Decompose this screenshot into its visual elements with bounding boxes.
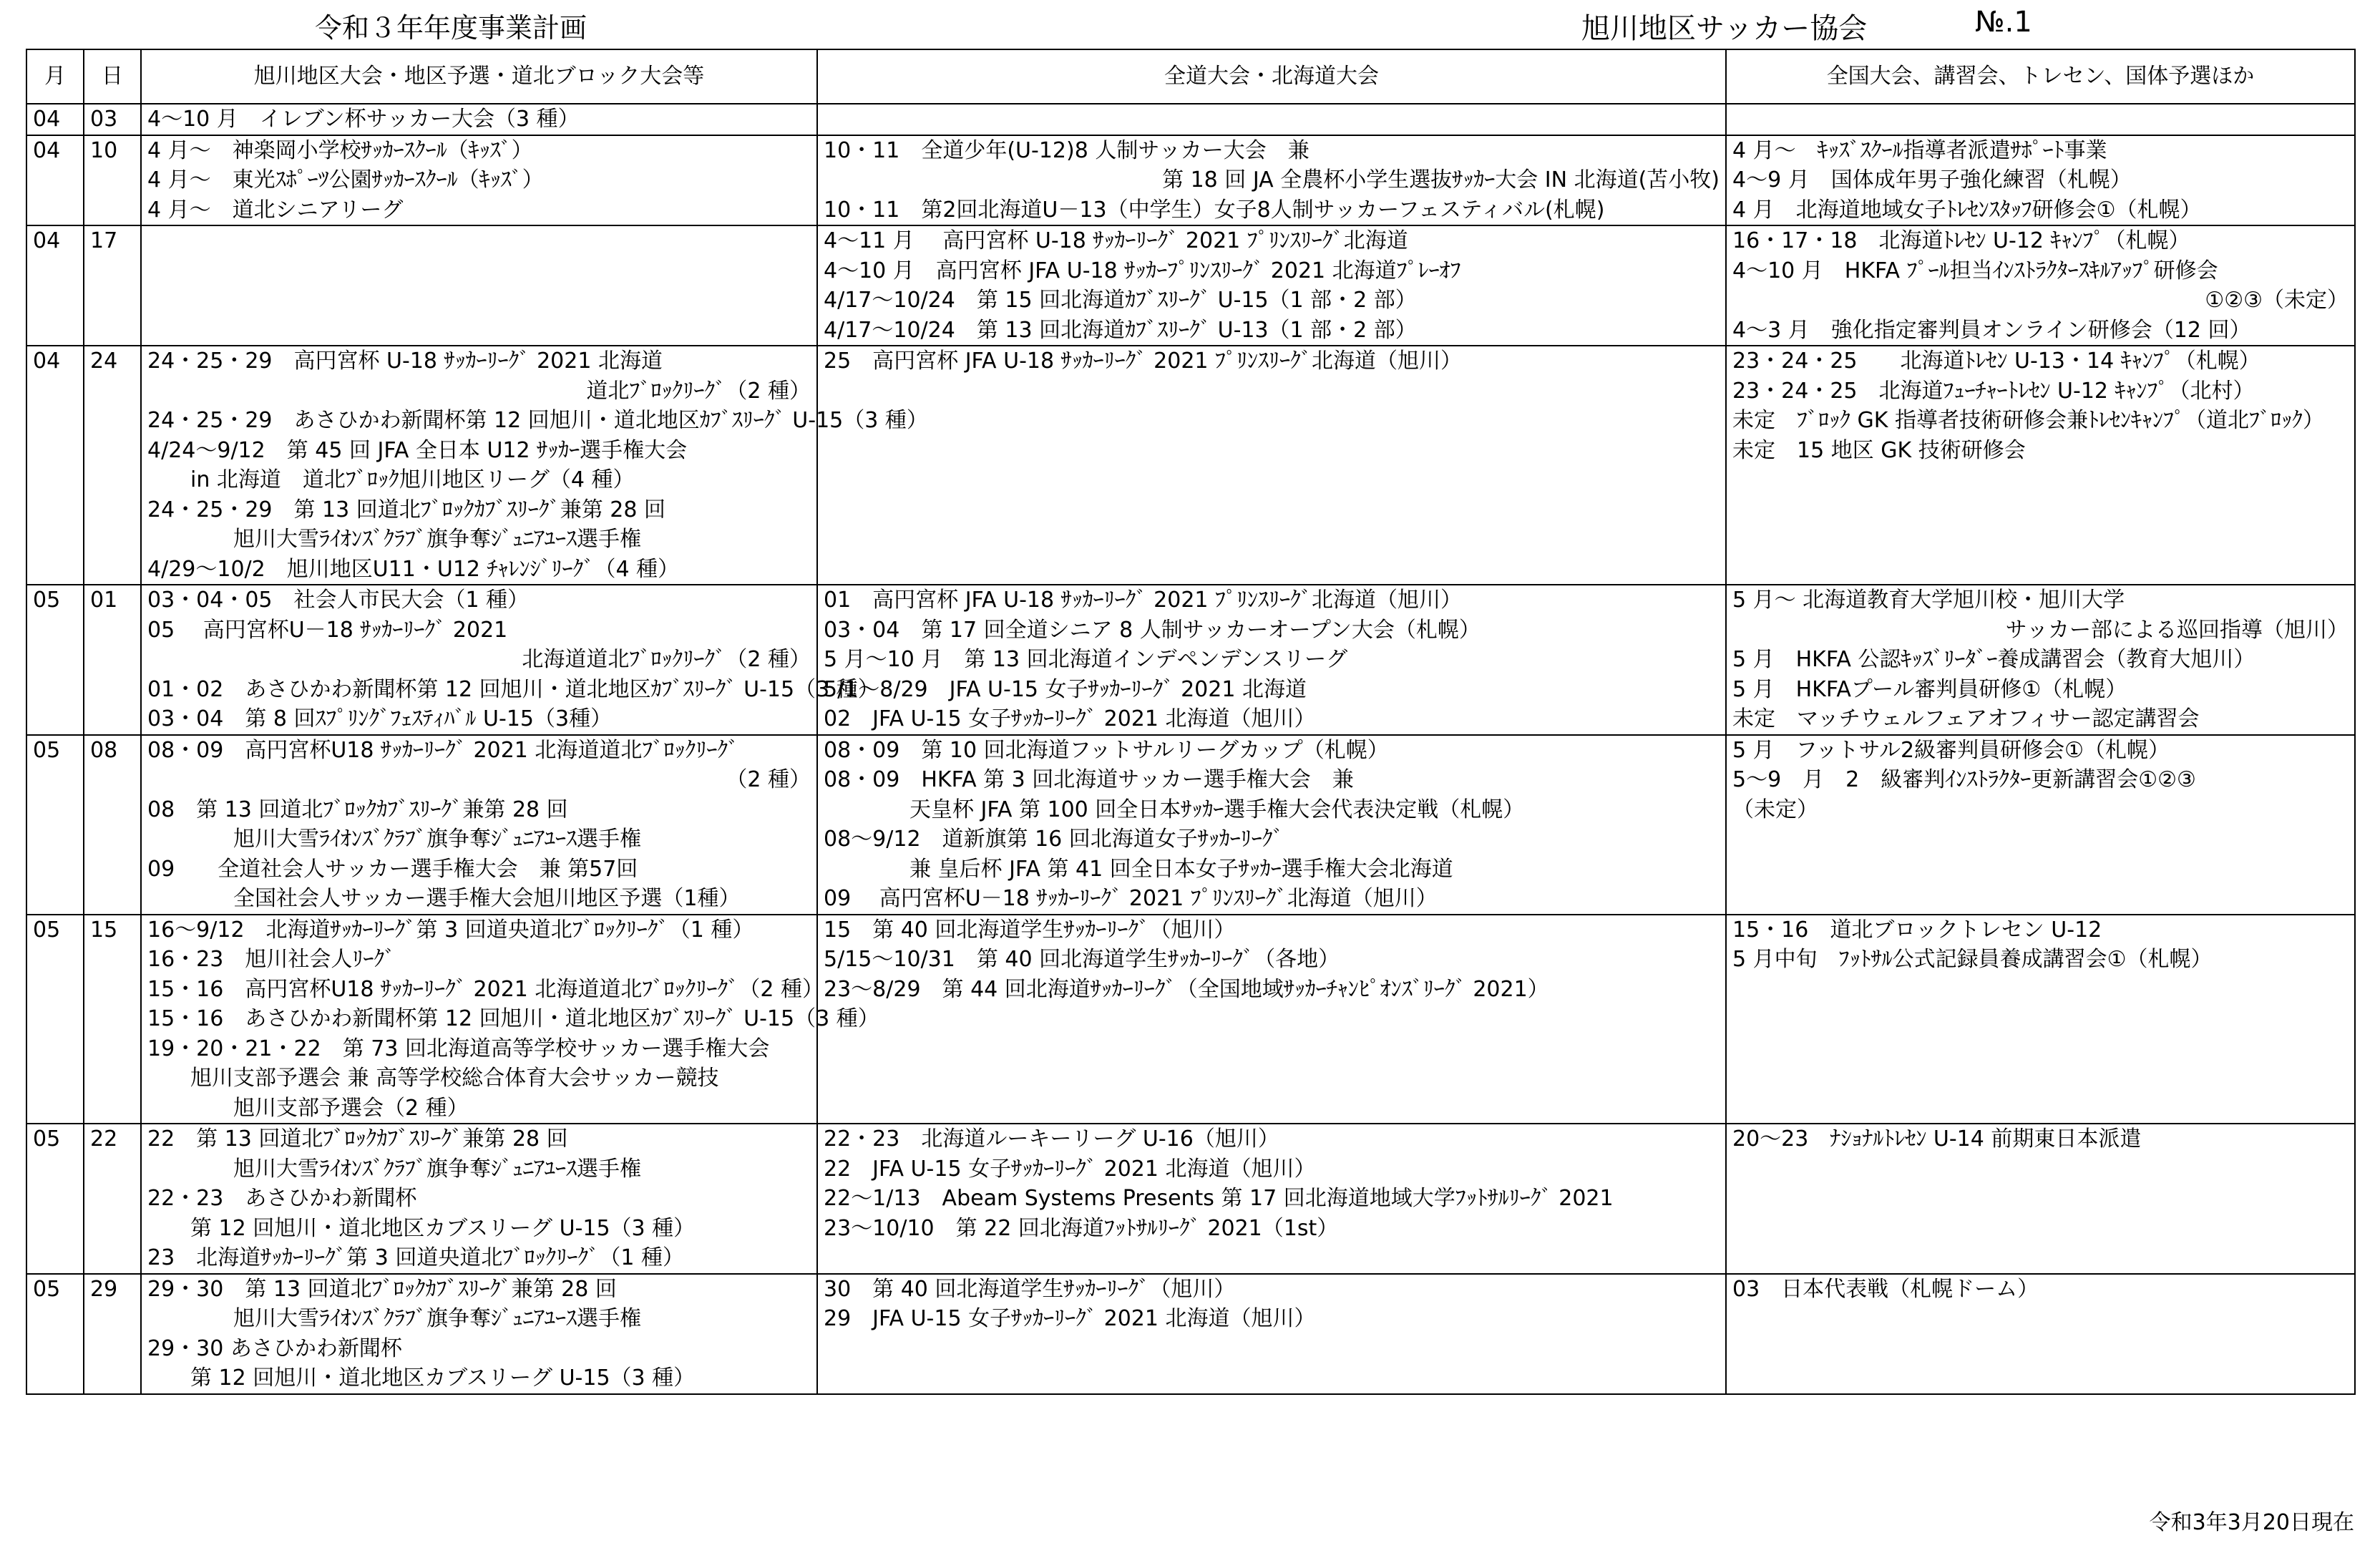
local-events-cell [141, 225, 817, 346]
day-cell: 03 [84, 104, 141, 135]
event-line: 旭川支部予選会（2 種） [233, 1095, 469, 1121]
event-line: 旭川大雪ﾗｲｵﾝｽﾞｸﾗﾌﾞ旗争奪ｼﾞｭﾆｱﾕｰｽ選手権 [233, 1156, 641, 1182]
national-events-cell [1726, 915, 2355, 1124]
event-line: 4～10 月 高円宮杯 JFA U-18 ｻｯｶｰﾌﾟﾘﾝｽﾘｰｸﾞ 2021 北海道ﾌﾟﾚｰｵﾌ [824, 258, 1461, 283]
table-row [26, 735, 2355, 915]
month-cell: 05 [26, 735, 84, 915]
table-row [26, 225, 2355, 346]
hokkaido-events-cell [817, 915, 1726, 1124]
event-line: 4 月～ 神楽岡小学校ｻｯｶｰｽｸｰﾙ（ｷｯｽﾞ） [147, 137, 533, 163]
month-cell: 05 [26, 1124, 84, 1274]
event-line: 01 高円宮杯 JFA U-18 ｻｯｶｰﾘｰｸﾞ 2021 ﾌﾟﾘﾝｽﾘｰｸﾞ北海道（旭川） [824, 588, 1463, 613]
table-row [26, 135, 2355, 226]
table-row [26, 104, 2355, 135]
event-line: 4/24～9/12 第 45 回 JFA 全日本 U12 ｻｯｶｰ選手権大会 [147, 437, 688, 463]
month-cell: 05 [26, 1274, 84, 1394]
event-line: 08・09 第 10 回北海道フットサルリーグカップ（札幌） [824, 737, 1389, 763]
local-events-cell [141, 1124, 817, 1274]
event-line: 03・04 第 8 回ｽﾌﾟﾘﾝｸﾞﾌｪｽﾃｨﾊﾞﾙ U-15（3種） [147, 706, 613, 731]
column-header-hokkaido: 全道大会・北海道大会 [817, 49, 1726, 104]
event-line: 4～3 月 強化指定審判員オンライン研修会（12 回） [1732, 317, 2251, 343]
event-line: 01・02 あさひかわ新聞杯第 12 回旭川・道北地区ｶﾌﾞｽﾘｰｸﾞ U-15（3 種） [147, 676, 879, 702]
event-line: サッカー部による巡回指導（旭川） [2005, 617, 2349, 643]
hokkaido-events-cell [817, 135, 1726, 226]
national-events-cell [1726, 225, 2355, 346]
event-line: 4～9 月 国体成年男子強化練習（札幌） [1732, 167, 2132, 193]
event-line: 08・09 HKFA 第 3 回北海道サッカー選手権大会 兼 [824, 767, 1354, 792]
month-cell: 04 [26, 346, 84, 585]
hokkaido-events-cell [817, 1124, 1726, 1274]
event-line: 08 第 13 回道北ﾌﾞﾛｯｸｶﾌﾞｽﾘｰｸﾞ兼第 28 回 [147, 797, 568, 822]
event-line: 16・17・18 北海道ﾄﾚｾﾝ U-12 ｷｬﾝﾌﾟ（札幌） [1732, 228, 2190, 253]
table-row [26, 1124, 2355, 1274]
event-line: 03・04・05 社会人市民大会（1 種） [147, 588, 530, 613]
event-line: 16・23 旭川社会人ﾘｰｸﾞ [147, 947, 396, 972]
event-line: 4～10 月 HKFA ﾌﾟｰﾙ担当ｲﾝｽﾄﾗｸﾀｰｽｷﾙｱｯﾌﾟ研修会 [1732, 258, 2218, 283]
event-line: 10・11 第2回北海道U－13（中学生）女子8人制サッカーフェスティバル(札幌) [824, 197, 1605, 223]
event-line: 08・09 高円宮杯U18 ｻｯｶｰﾘｰｸﾞ 2021 北海道道北ﾌﾞﾛｯｸﾘｰｸﾞ [147, 737, 739, 763]
schedule-table [26, 49, 2356, 1395]
event-line: （2 種） [726, 767, 811, 792]
event-line: 23～8/29 第 44 回北海道ｻｯｶｰﾘｰｸﾞ（全国地域ｻｯｶｰﾁｬﾝﾋﾟｵﾝｽﾞﾘｰｸﾞ 2021） [824, 976, 1549, 1002]
as-of-date: 令和3年3月20日現在 [2149, 1510, 2354, 1535]
table-row [26, 346, 2355, 585]
event-line: 15・16 高円宮杯U18 ｻｯｶｰﾘｰｸﾞ 2021 北海道道北ﾌﾞﾛｯｸﾘｰｸﾞ（2 種） [147, 976, 824, 1002]
event-line: 5 月 フットサル2級審判員研修会①（札幌） [1732, 737, 2170, 763]
table-row [26, 585, 2355, 735]
local-events-cell [141, 735, 817, 915]
event-line: 北海道道北ﾌﾞﾛｯｸﾘｰｸﾞ（2 種） [522, 647, 811, 672]
event-line: 29・30 第 13 回道北ﾌﾞﾛｯｸｶﾌﾞｽﾘｰｸﾞ兼第 28 回 [147, 1276, 617, 1302]
local-events-cell [141, 585, 879, 735]
event-line: 29・30 あさひかわ新聞杯 [147, 1335, 402, 1361]
document-title: 令和３年年度事業計画 [315, 12, 587, 44]
event-line: 5～9 月 2 級審判ｲﾝｽﾄﾗｸﾀｰ更新講習会①②③ [1732, 767, 2196, 792]
column-header-day: 日 [84, 49, 141, 104]
local-events-cell [141, 346, 928, 585]
event-line: 29 JFA U-15 女子ｻｯｶｰﾘｰｸﾞ 2021 北海道（旭川） [824, 1306, 1316, 1331]
event-line: 20～23 ﾅｼｮﾅﾙﾄﾚｾﾝ U-14 前期東日本派遣 [1732, 1126, 2142, 1152]
event-line: 4～10 月 イレブン杯サッカー大会（3 種） [147, 107, 580, 132]
event-line: 道北ﾌﾞﾛｯｸﾘｰｸﾞ（2 種） [586, 378, 811, 404]
event-line: 22～1/13 Abeam Systems Presents 第 17 回北海道地域大学ﾌｯﾄｻﾙﾘｰｸﾞ 2021 [824, 1186, 1614, 1211]
month-cell: 04 [26, 135, 84, 226]
event-line: 5 月～ 北海道教育大学旭川校・旭川大学 [1732, 588, 2125, 613]
event-line: 兼 皇后杯 JFA 第 41 回全日本女子ｻｯｶｰ選手権大会北海道 [909, 856, 1453, 882]
event-line: 15 第 40 回北海道学生ｻｯｶｰﾘｰｸﾞ（旭川） [824, 917, 1236, 943]
column-header-national: 全国大会、講習会、トレセン、国体予選ほか [1726, 49, 2355, 104]
event-line: 10・11 全道少年(U-12)8 人制サッカー大会 兼 [824, 137, 1310, 163]
column-header-month: 月 [26, 49, 84, 104]
event-line: 02 JFA U-15 女子ｻｯｶｰﾘｰｸﾞ 2021 北海道（旭川） [824, 706, 1316, 731]
national-events-cell [1726, 1124, 2355, 1274]
event-line: 未定 15 地区 GK 技術研修会 [1732, 437, 2026, 463]
event-line: 旭川大雪ﾗｲｵﾝｽﾞｸﾗﾌﾞ旗争奪ｼﾞｭﾆｱﾕｰｽ選手権 [233, 827, 641, 852]
event-line: ①②③（未定） [2205, 288, 2349, 313]
event-line: 25 高円宮杯 JFA U-18 ｻｯｶｰﾘｰｸﾞ 2021 ﾌﾟﾘﾝｽﾘｰｸﾞ北海道（旭川） [824, 349, 1463, 374]
event-line: 23・24・25 北海道ﾄﾚｾﾝ U-13・14 ｷｬﾝﾌﾟ（札幌） [1732, 349, 2260, 374]
event-line: 22・23 あさひかわ新聞杯 [147, 1186, 417, 1211]
event-line: 未定 マッチウェルフェアオフィサー認定講習会 [1732, 706, 2200, 731]
event-line: 5 月中旬 ﾌｯﾄｻﾙ公式記録員養成講習会①（札幌） [1732, 947, 2213, 972]
event-line: in 北海道 道北ﾌﾞﾛｯｸ旭川地区リーグ（4 種） [190, 467, 635, 492]
event-line: 第 12 回旭川・道北地区カブスリーグ U-15（3 種） [190, 1366, 696, 1391]
event-line: 4 月 北海道地域女子ﾄﾚｾﾝｽﾀｯﾌ研修会①（札幌） [1732, 197, 2202, 223]
event-line: 旭川大雪ﾗｲｵﾝｽﾞｸﾗﾌﾞ旗争奪ｼﾞｭﾆｱﾕｰｽ選手権 [233, 527, 641, 552]
national-events-cell [1726, 346, 2355, 585]
event-line: 03 日本代表戦（札幌ドーム） [1732, 1276, 2039, 1302]
event-line: 4/29～10/2 旭川地区U11・U12 ﾁｬﾚﾝｼﾞﾘｰｸﾞ（4 種） [147, 556, 680, 582]
table-row [26, 915, 2355, 1124]
organization-name: 旭川地区サッカー協会 [1581, 12, 1868, 45]
event-line: 24・25・29 第 13 回道北ﾌﾞﾛｯｸｶﾌﾞｽﾘｰｸﾞ兼第 28 回 [147, 497, 666, 522]
national-events-cell [1726, 735, 2355, 915]
national-events-cell [1726, 585, 2355, 735]
hokkaido-events-cell [817, 1274, 1726, 1394]
month-cell: 05 [26, 585, 84, 735]
event-line: 5/15～10/31 第 40 回北海道学生ｻｯｶｰﾘｰｸﾞ（各地） [824, 947, 1340, 972]
day-cell: 08 [84, 735, 141, 915]
event-line: 4～11 月 高円宮杯 U-18 ｻｯｶｰﾘｰｸﾞ 2021 ﾌﾟﾘﾝｽﾘｰｸﾞ北海道 [824, 228, 1408, 253]
day-cell: 17 [84, 225, 141, 346]
national-events-cell [1726, 104, 2355, 135]
day-cell: 24 [84, 346, 141, 585]
day-cell: 01 [84, 585, 141, 735]
local-events-cell [141, 915, 879, 1124]
month-cell: 05 [26, 915, 84, 1124]
local-events-cell [141, 104, 817, 135]
event-line: 30 第 40 回北海道学生ｻｯｶｰﾘｰｸﾞ（旭川） [824, 1276, 1236, 1302]
event-line: 4 月～ 道北シニアリーグ [147, 197, 404, 223]
event-line: （未定） [1732, 797, 1818, 822]
event-line: 4 月～ 東光ｽﾎﾟｰﾂ公園ｻｯｶｰｽｸｰﾙ（ｷｯｽﾞ） [147, 167, 544, 193]
event-line: 08～9/12 道新旗第 16 回北海道女子ｻｯｶｰﾘｰｸﾞ [824, 827, 1284, 852]
event-line: 23～10/10 第 22 回北海道ﾌｯﾄｻﾙﾘｰｸﾞ 2021（1st） [824, 1215, 1339, 1241]
event-line: 5 月 HKFAプール審判員研修①（札幌） [1732, 676, 2127, 702]
event-line: 5 月 HKFA 公認ｷｯｽﾞﾘｰﾀﾞｰ養成講習会（教育大旭川） [1732, 647, 2255, 672]
event-line: 未定 ﾌﾞﾛｯｸ GK 指導者技術研修会兼ﾄﾚｾﾝｷｬﾝﾌﾟ（道北ﾌﾞﾛｯｸ） [1732, 408, 2324, 433]
event-line: 天皇杯 JFA 第 100 回全日本ｻｯｶｰ選手権大会代表決定戦（札幌） [909, 797, 1525, 822]
local-events-cell [141, 135, 817, 226]
table-row [26, 1274, 2355, 1394]
hokkaido-events-cell [817, 585, 1726, 735]
event-line: 24・25・29 あさひかわ新聞杯第 12 回旭川・道北地区ｶﾌﾞｽﾘｰｸﾞ U-15（3 種） [147, 408, 928, 433]
month-cell: 04 [26, 104, 84, 135]
event-line: 全国社会人サッカー選手権大会旭川地区予選（1種） [233, 886, 741, 911]
hokkaido-events-cell [817, 735, 1726, 915]
event-line: 旭川支部予選会 兼 高等学校総合体育大会サッカー競技 [190, 1066, 719, 1091]
table-header-row [26, 49, 2355, 104]
event-line: 16～9/12 北海道ｻｯｶｰﾘｰｸﾞ第 3 回道央道北ﾌﾞﾛｯｸﾘｰｸﾞ（1 種） [147, 917, 754, 943]
day-cell: 15 [84, 915, 141, 1124]
event-line: 23 北海道ｻｯｶｰﾘｰｸﾞ第 3 回道央道北ﾌﾞﾛｯｸﾘｰｸﾞ（1 種） [147, 1245, 684, 1270]
day-cell: 29 [84, 1274, 141, 1394]
month-cell: 04 [26, 225, 84, 346]
day-cell: 22 [84, 1124, 141, 1274]
event-line: 4/17～10/24 第 13 回北海道ｶﾌﾞｽﾘｰｸﾞ U-13（1 部・2 部） [824, 317, 1417, 343]
event-line: 24・25・29 高円宮杯 U-18 ｻｯｶｰﾘｰｸﾞ 2021 北海道 [147, 349, 663, 374]
hokkaido-events-cell [817, 225, 1726, 346]
event-line: 22 第 13 回道北ﾌﾞﾛｯｸｶﾌﾞｽﾘｰｸﾞ兼第 28 回 [147, 1126, 568, 1152]
event-line: 22・23 北海道ルーキーリーグ U-16（旭川） [824, 1126, 1279, 1152]
column-header-local: 旭川地区大会・地区予選・道北ブロック大会等 [141, 49, 817, 104]
event-line: 4/17～10/24 第 15 回北海道ｶﾌﾞｽﾘｰｸﾞ U-15（1 部・2 部） [824, 288, 1417, 313]
event-line: 05 高円宮杯U－18 ｻｯｶｰﾘｰｸﾞ 2021 [147, 617, 508, 643]
page-number: №.1 [1975, 6, 2032, 39]
event-line: 5/1～8/29 JFA U-15 女子ｻｯｶｰﾘｰｸﾞ 2021 北海道 [824, 676, 1307, 702]
hokkaido-events-cell [817, 104, 1726, 135]
day-cell: 10 [84, 135, 141, 226]
event-line: 第 18 回 JA 全農杯小学生選抜ｻｯｶｰ大会 IN 北海道(苫小牧) [1162, 167, 1720, 193]
event-line: 旭川大雪ﾗｲｵﾝｽﾞｸﾗﾌﾞ旗争奪ｼﾞｭﾆｱﾕｰｽ選手権 [233, 1306, 641, 1331]
national-events-cell [1726, 1274, 2355, 1394]
national-events-cell [1726, 135, 2355, 226]
table-body [26, 104, 2355, 1394]
event-line: 4 月～ ｷｯｽﾞｽｸｰﾙ指導者派遣ｻﾎﾟｰﾄ事業 [1732, 137, 2107, 163]
event-line: 第 12 回旭川・道北地区カブスリーグ U-15（3 種） [190, 1215, 696, 1241]
event-line: 15・16 あさひかわ新聞杯第 12 回旭川・道北地区ｶﾌﾞｽﾘｰｸﾞ U-15（3 種） [147, 1006, 879, 1031]
event-line: 5 月～10 月 第 13 回北海道インデペンデンスリーグ [824, 647, 1348, 672]
local-events-cell [141, 1274, 817, 1394]
event-line: 19・20・21・22 第 73 回北海道高等学校サッカー選手権大会 [147, 1036, 770, 1061]
event-line: 09 高円宮杯U－18 ｻｯｶｰﾘｰｸﾞ 2021 ﾌﾟﾘﾝｽﾘｰｸﾞ北海道（旭川） [824, 886, 1438, 911]
event-line: 09 全道社会人サッカー選手権大会 兼 第57回 [147, 856, 638, 882]
event-line: 15・16 道北ブロックトレセン U-12 [1732, 917, 2102, 943]
hokkaido-events-cell [817, 346, 1726, 585]
event-line: 22 JFA U-15 女子ｻｯｶｰﾘｰｸﾞ 2021 北海道（旭川） [824, 1156, 1316, 1182]
event-line: 03・04 第 17 回全道シニア 8 人制サッカーオープン大会（札幌） [824, 617, 1481, 643]
event-line: 23・24・25 北海道ﾌｭｰﾁｬｰﾄﾚｾﾝ U-12 ｷｬﾝﾌﾟ（北村） [1732, 378, 2255, 404]
